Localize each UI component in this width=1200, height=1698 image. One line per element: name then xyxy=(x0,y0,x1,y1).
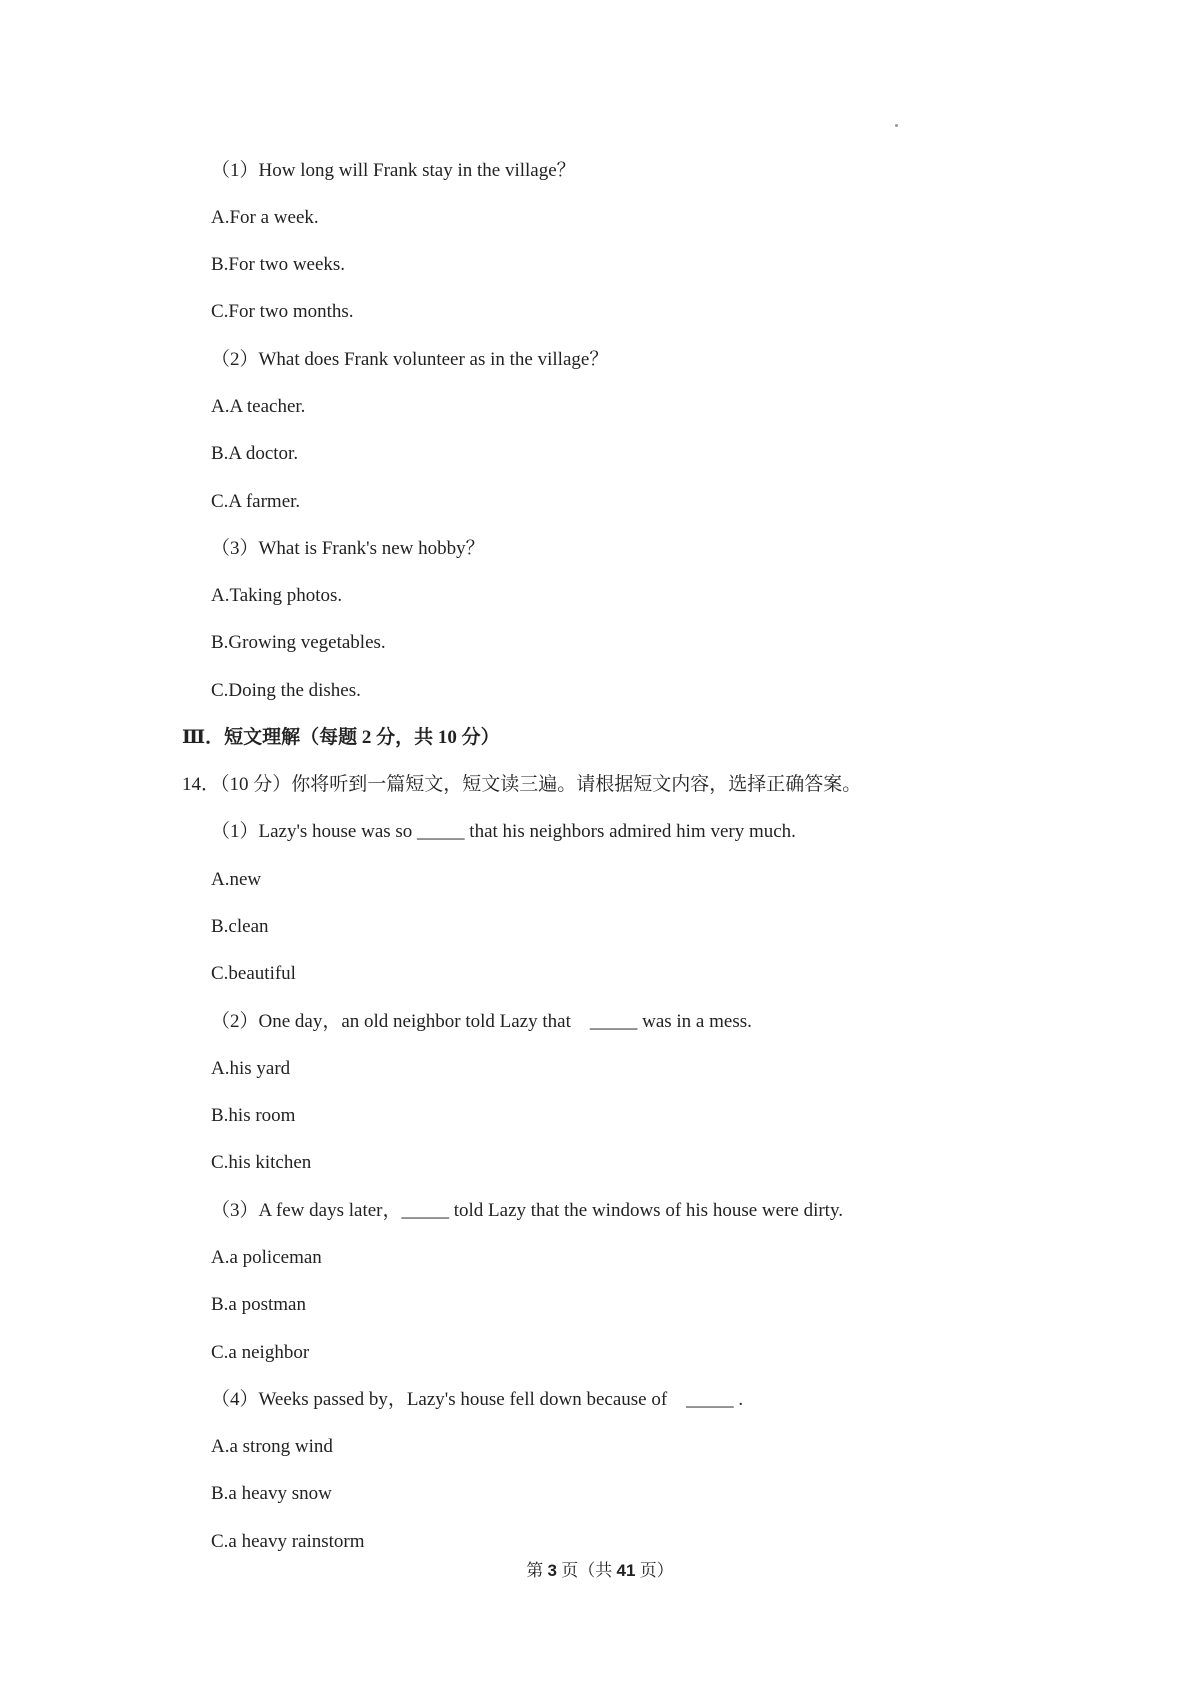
footer-middle: 页（共 xyxy=(557,1561,617,1580)
total-pages: 41 xyxy=(616,1561,636,1580)
question-stem: （2）What does Frank volunteer as in the village？ xyxy=(211,349,609,370)
question-stem: （1）Lazy's house was so _____ that his neighbors admired him very much. xyxy=(211,821,796,842)
answer-option: A.A teacher. xyxy=(211,396,306,417)
question-stem: （1）How long will Frank stay in the village？ xyxy=(211,160,576,181)
question-intro: 14．（10 分）你将听到一篇短文，短文读三遍。请根据短文内容，选择正确答案。 xyxy=(182,774,862,795)
answer-option: A.Taking photos. xyxy=(211,585,343,606)
question-stem: （4）Weeks passed by，Lazy's house fell down because of _____ . xyxy=(211,1389,744,1410)
answer-option: A.his yard xyxy=(211,1058,291,1079)
answer-option: B.Growing vegetables. xyxy=(211,632,386,653)
answer-option: C.beautiful xyxy=(211,963,296,984)
answer-option: C.For two months. xyxy=(211,301,354,322)
answer-option: A.new xyxy=(211,869,262,890)
answer-option: A.a policeman xyxy=(211,1247,322,1268)
answer-option: A.For a week. xyxy=(211,207,319,228)
answer-option: A.a strong wind xyxy=(211,1436,333,1457)
question-stem: （2）One day，an old neighbor told Lazy that _____ was in a mess. xyxy=(211,1011,752,1032)
answer-option: B.For two weeks. xyxy=(211,254,346,275)
answer-option: B.a postman xyxy=(211,1294,306,1315)
answer-option: C.a neighbor xyxy=(211,1342,310,1363)
answer-option: C.a heavy rainstorm xyxy=(211,1531,365,1552)
page-footer xyxy=(0,1556,1200,1581)
page-number: 3 xyxy=(547,1561,558,1580)
footer-suffix: 页） xyxy=(635,1561,674,1580)
speck-mark xyxy=(895,124,898,127)
answer-option: B.his room xyxy=(211,1105,296,1126)
answer-option: B.a heavy snow xyxy=(211,1483,332,1504)
question-stem: （3）What is Frank's new hobby？ xyxy=(211,538,485,559)
section-heading: Ⅲ．短文理解（每题 2 分，共 10 分） xyxy=(182,727,500,748)
answer-option: B.A doctor. xyxy=(211,443,299,464)
answer-option: C.his kitchen xyxy=(211,1152,312,1173)
answer-option: C.Doing the dishes. xyxy=(211,680,361,701)
answer-option: C.A farmer. xyxy=(211,491,301,512)
answer-option: B.clean xyxy=(211,916,269,937)
question-stem: （3）A few days later，_____ told Lazy that the windows of his house were dirty. xyxy=(211,1200,843,1221)
footer-prefix: 第 xyxy=(526,1561,548,1580)
